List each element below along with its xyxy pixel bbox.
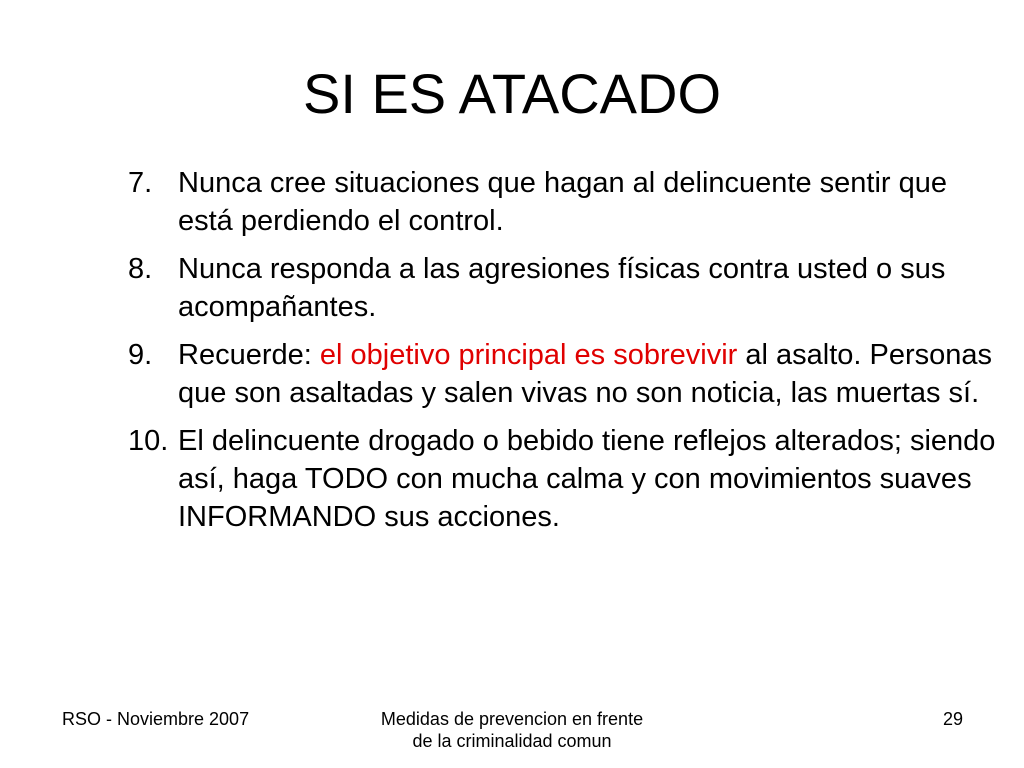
footer-title <box>352 708 672 752</box>
item-text: Nunca cree situaciones que hagan al delincuente sentir que está perdiendo el control. <box>178 167 948 237</box>
list-item-10 <box>128 422 1008 536</box>
item-number: 7. <box>128 167 153 199</box>
list-item-9 <box>128 336 1008 412</box>
item-number: 8. <box>128 253 153 285</box>
item-text-before: Recuerde: <box>178 339 320 371</box>
footer-title-line-2: de la criminalidad comun <box>412 731 612 751</box>
item-number: 9. <box>128 339 153 371</box>
list-item-7 <box>128 164 1008 240</box>
item-text: El delincuente drogado o bebido tiene reflejos alterados; siendo así, haga TODO con mucha calma y con movimientos suaves INFORMANDO sus acciones. <box>178 425 996 533</box>
page-number: 29 <box>942 709 963 729</box>
item-text: Nunca responda a las agresiones físicas contra usted o sus acompañantes. <box>178 253 946 323</box>
list-item-8 <box>128 250 1008 326</box>
footer-date: RSO - Noviembre 2007 <box>62 709 250 729</box>
highlighted-text: el objetivo principal es sobrevivir <box>319 339 738 371</box>
footer-title-line-1: Medidas de prevencion en frente <box>380 709 644 729</box>
item-text <box>178 336 1008 412</box>
numbered-list <box>128 164 1008 546</box>
slide-title: SI ES ATACADO <box>302 62 722 125</box>
item-text-after: al asalto. Personas que son asaltadas y salen vivas no son noticia, las muertas sí. <box>178 339 993 409</box>
item-number: 10. <box>128 425 169 457</box>
